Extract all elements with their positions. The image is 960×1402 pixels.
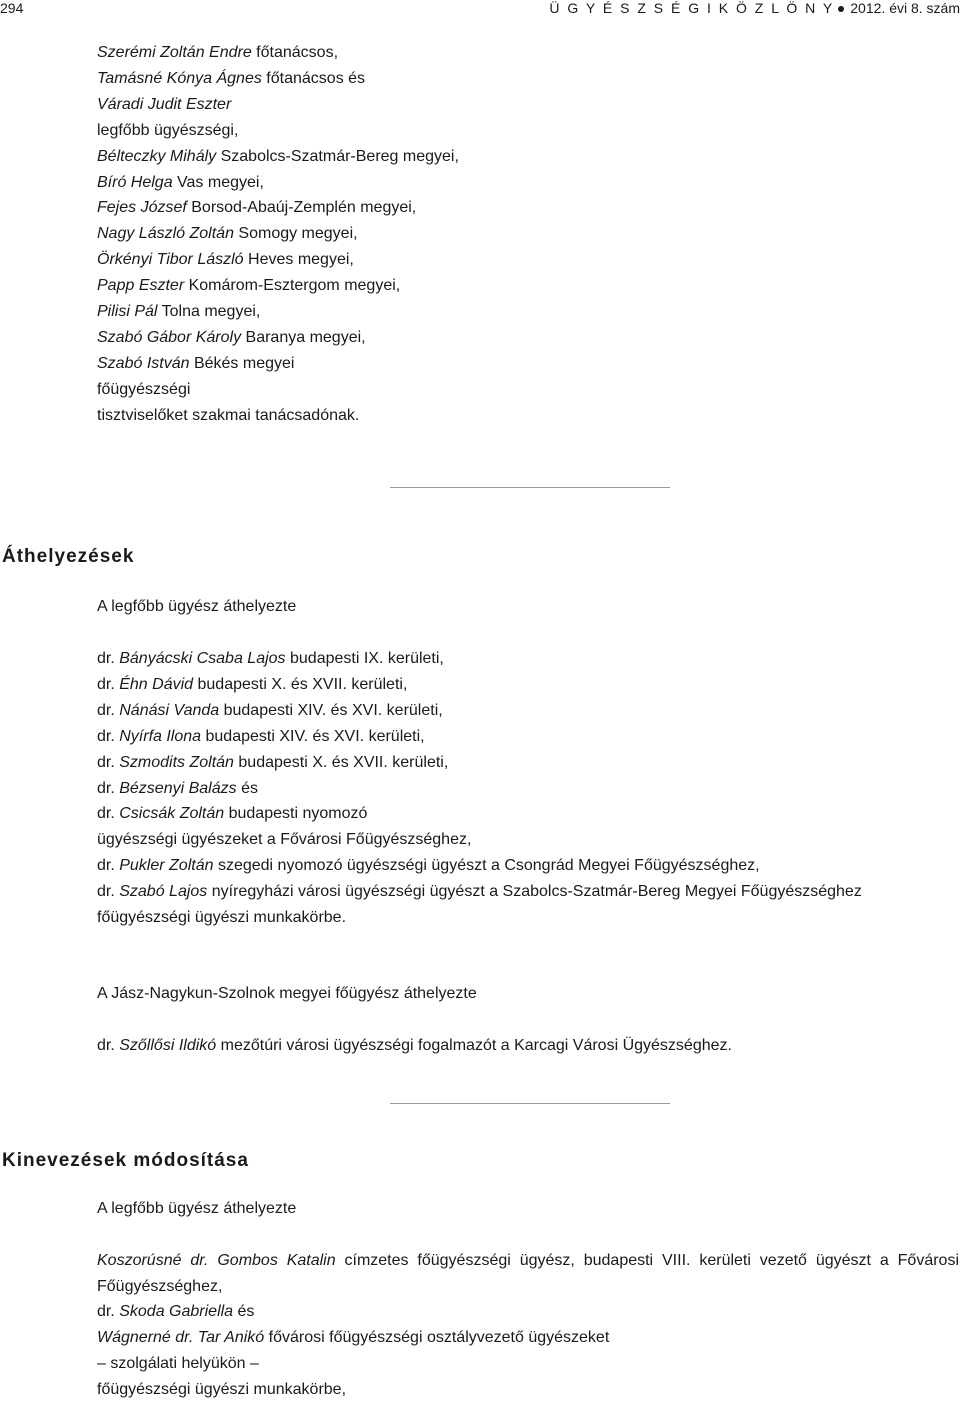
item-text: ügyészségi ügyészeket a Fővárosi Főügyészséghez,: [97, 831, 472, 849]
amend-intro: A legfőbb ügyész áthelyezte: [97, 1200, 297, 1217]
transfers-intro-1: A legfőbb ügyész áthelyezte: [97, 598, 297, 615]
section-heading-transfers: Áthelyezések: [2, 546, 135, 567]
item-text: budapesti X. és XVII. kerületi,: [193, 675, 408, 693]
item-text: Baranya megyei,: [241, 328, 366, 346]
person-name: Papp Eszter: [97, 277, 185, 295]
item-text: Heves megyei,: [243, 251, 354, 269]
list-item: [97, 251, 354, 269]
person-name: Koszorúsné dr. Gombos Katalin: [97, 1252, 336, 1269]
amend-line-2: [97, 1303, 254, 1321]
transfers-item-2: [97, 1037, 732, 1055]
person-name: Fejes József: [97, 199, 187, 217]
item-text: mezőtúri városi ügyészségi fogalmazót a Karcagi Városi Ügyészséghez.: [216, 1037, 732, 1054]
person-name: Szabó Lajos: [119, 883, 208, 901]
person-name: Éhn Dávid: [119, 675, 194, 693]
page-number: 294: [0, 0, 24, 16]
item-text: Tolna megyei,: [157, 303, 261, 320]
item-text: és: [236, 779, 258, 797]
person-name: Nánási Vanda: [119, 701, 220, 719]
list-item: [97, 70, 365, 88]
list-item: [97, 754, 448, 772]
amend-line-5: főügyészségi ügyészi munkakörbe,: [97, 1381, 347, 1398]
list-item: [97, 702, 443, 720]
line-text: és: [233, 1303, 255, 1320]
person-name: Wágnerné dr. Tar Anikó: [97, 1329, 265, 1346]
person-name: Szabó István: [97, 354, 190, 372]
item-text: főtanácsos,: [251, 44, 339, 61]
list-item: [97, 199, 416, 217]
list-item: [97, 676, 407, 694]
list-item: [97, 148, 459, 166]
list-item: [97, 44, 338, 62]
list-item: [97, 381, 190, 399]
person-name: Szőllősi Ildikó: [119, 1037, 217, 1054]
person-name: Nyírfa Ilona: [119, 727, 202, 745]
list-item: [97, 883, 862, 901]
name-prefix: dr.: [97, 883, 120, 901]
list-item: [97, 122, 238, 140]
issue-date: 2012. évi 8. szám: [850, 0, 960, 16]
item-text: budapesti nyomozó: [224, 805, 368, 823]
item-text: budapesti XIV. és XVI. kerületi,: [219, 701, 443, 719]
list-item: [97, 780, 258, 798]
person-name: Skoda Gabriella: [119, 1303, 234, 1320]
name-prefix: dr.: [97, 701, 120, 719]
item-text: Somogy megyei,: [233, 225, 358, 243]
person-name: Örkényi Tibor László: [97, 251, 244, 269]
list-item: [97, 805, 367, 823]
list-item: [97, 857, 760, 875]
person-name: Szmodits Zoltán: [119, 753, 234, 771]
list-item: [97, 407, 359, 425]
person-name: Bíró Helga: [97, 173, 173, 191]
line-text: fővárosi főügyészségi osztályvezető ügyészeket: [264, 1329, 610, 1346]
divider-1: [390, 487, 670, 488]
person-name: Pilisi Pál: [97, 303, 158, 320]
list-item: [97, 277, 400, 295]
list-item: [97, 329, 366, 347]
list-item: [97, 355, 294, 373]
item-text: Vas megyei,: [172, 173, 264, 191]
person-name: Szabó Gábor Károly: [97, 328, 242, 346]
person-name: Váradi Judit Eszter: [97, 95, 232, 113]
list-item: [97, 303, 260, 321]
amend-paragraph-1: [97, 1248, 959, 1300]
person-name: Csicsák Zoltán: [119, 805, 225, 823]
name-prefix: dr.: [97, 753, 120, 771]
name-prefix: dr.: [97, 1037, 120, 1054]
section-heading-amendments: Kinevezések módosítása: [2, 1150, 249, 1171]
list-item: [97, 831, 471, 849]
bullet-separator: [838, 6, 844, 12]
list-item: [97, 174, 264, 192]
name-prefix: dr.: [97, 727, 120, 745]
item-text: Szabolcs-Szatmár-Bereg megyei,: [216, 147, 459, 165]
item-text: Borsod-Abaúj-Zemplén megyei,: [186, 199, 417, 217]
item-text: budapesti IX. kerületi,: [285, 650, 444, 667]
amend-line-3: [97, 1329, 609, 1347]
list-item: [97, 728, 425, 746]
running-header: [549, 0, 960, 16]
list-item: [97, 225, 358, 243]
name-prefix: dr.: [97, 805, 120, 823]
person-name: Bányácski Csaba Lajos: [119, 650, 286, 667]
item-text: Komárom-Esztergom megyei,: [184, 277, 401, 295]
item-text: főügyészségi ügyészi munkakörbe.: [97, 909, 347, 926]
name-prefix: dr.: [97, 650, 120, 667]
item-text: tisztviselőket szakmai tanácsadónak.: [97, 406, 360, 424]
item-text: nyíregyházi városi ügyészségi ügyészt a Szabolcs-Szatmár-Bereg Megyei Főügyészséghez: [207, 883, 862, 901]
name-prefix: dr.: [97, 857, 120, 875]
item-text: főügyészségi: [97, 380, 191, 398]
name-prefix: dr.: [97, 675, 120, 693]
list-item: [97, 909, 346, 927]
person-name: Tamásné Kónya Ágnes: [97, 69, 262, 87]
amend-line-4: – szolgálati helyükön –: [97, 1355, 259, 1372]
list-item: [97, 650, 444, 668]
item-text: főtanácsos és: [261, 69, 366, 87]
item-text: budapesti XIV. és XVI. kerületi,: [201, 727, 425, 745]
person-name: Szerémi Zoltán Endre: [97, 44, 252, 61]
person-name: Bélteczky Mihály: [97, 147, 217, 165]
item-text: budapesti X. és XVII. kerületi,: [233, 753, 449, 771]
name-prefix: dr.: [97, 779, 120, 797]
paragraph-text: címzetes főügyészségi ügyész, budapesti VIII. kerületi vezető ügyészt a Fővárosi Főügyészséghez,: [97, 1252, 960, 1295]
divider-2: [390, 1103, 670, 1104]
person-name: Pukler Zoltán: [119, 857, 214, 875]
item-text: Békés megyei: [189, 354, 295, 372]
transfers-intro-2: A Jász-Nagykun-Szolnok megyei főügyész áthelyezte: [97, 985, 477, 1002]
person-name: Bézsenyi Balázs: [119, 779, 237, 797]
item-text: szegedi nyomozó ügyészségi ügyészt a Csongrád Megyei Főügyészséghez,: [213, 857, 760, 875]
list-item: [97, 96, 231, 114]
name-prefix: dr.: [97, 1303, 120, 1320]
publication-title: Ü G Y É S Z S É G I K Ö Z L Ö N Y: [549, 0, 835, 16]
item-text: legfőbb ügyészségi,: [97, 121, 239, 139]
person-name: Nagy László Zoltán: [97, 225, 234, 243]
